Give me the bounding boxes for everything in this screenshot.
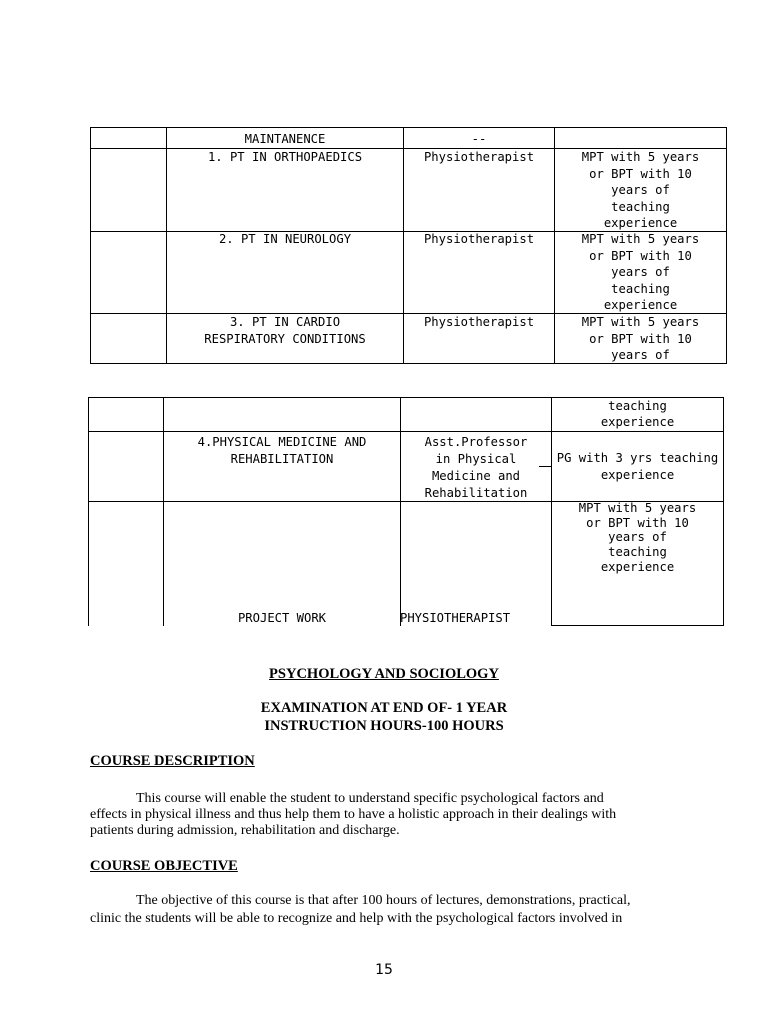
hours-line: INSTRUCTION HOURS-100 HOURS [264, 718, 504, 734]
table-rule [723, 397, 724, 626]
table-rule [90, 127, 91, 364]
table-cell-subject: MAINTANENCE [244, 132, 326, 146]
table-cell-qualification: teaching experience [600, 399, 675, 429]
course-objective-heading: COURSE OBJECTIVE [90, 858, 238, 874]
table-rule [88, 431, 724, 432]
section-title: PSYCHOLOGY AND SOCIOLOGY [269, 666, 499, 682]
table-cell-designation: -- [471, 132, 487, 146]
table-cell-designation: Physiotherapist [423, 150, 535, 164]
table-cell-qualification: PG with 3 yrs teaching experience [556, 451, 719, 482]
table-rule [90, 127, 727, 128]
course-description-heading: COURSE DESCRIPTION [90, 753, 255, 769]
table-rule [400, 397, 401, 626]
table-cell-subject: 4.PHYSICAL MEDICINE AND REHABILITATION [197, 435, 367, 466]
table-rule [163, 397, 164, 626]
table-cell-qualification: MPT with 5 years or BPT with 10 years of [581, 315, 700, 362]
table-rule [88, 397, 89, 626]
course-description-line: effects in physical illness and thus help them to have a holistic approach in their dealings with [90, 807, 617, 822]
course-description-line: patients during admission, rehabilitation and discharge. [90, 823, 400, 838]
table-cell-designation: PHYSIOTHERAPIST [400, 611, 511, 625]
page-number: 15 [375, 962, 393, 978]
table-rule [726, 127, 727, 364]
table-cell-subject: PROJECT WORK [237, 611, 327, 625]
course-objective-line: clinic the students will be able to recognize and help with the psychological factors involved in [90, 911, 623, 926]
table-cell-qualification: MPT with 5 years or BPT with 10 years of teaching experience [581, 150, 700, 230]
table-cell-subject: 2. PT IN NEUROLOGY [218, 232, 352, 246]
course-objective-line: The objective of this course is that after 100 hours of lectures, demonstrations, practical, [136, 893, 631, 908]
table-cell-designation: Physiotherapist [423, 315, 535, 329]
table-rule [551, 625, 724, 626]
table-cell-qualification: MPT with 5 years or BPT with 10 years of teaching experience [581, 232, 700, 312]
exam-line: EXAMINATION AT END OF- 1 YEAR [260, 700, 508, 716]
table-cell-subject: 1. PT IN ORTHOPAEDICS [207, 150, 363, 164]
table-cell-qualification: MPT with 5 years or BPT with 10 years of teaching experience [578, 501, 697, 574]
course-description-line: This course will enable the student to understand specific psychological factors and [136, 791, 604, 806]
table-cell-designation: Asst.Professor in Physical Medicine and Rehabilitation [424, 435, 528, 500]
table-cell-subject: 3. PT IN CARDIO RESPIRATORY CONDITIONS [204, 315, 366, 346]
table-cell-designation: Physiotherapist [423, 232, 535, 246]
